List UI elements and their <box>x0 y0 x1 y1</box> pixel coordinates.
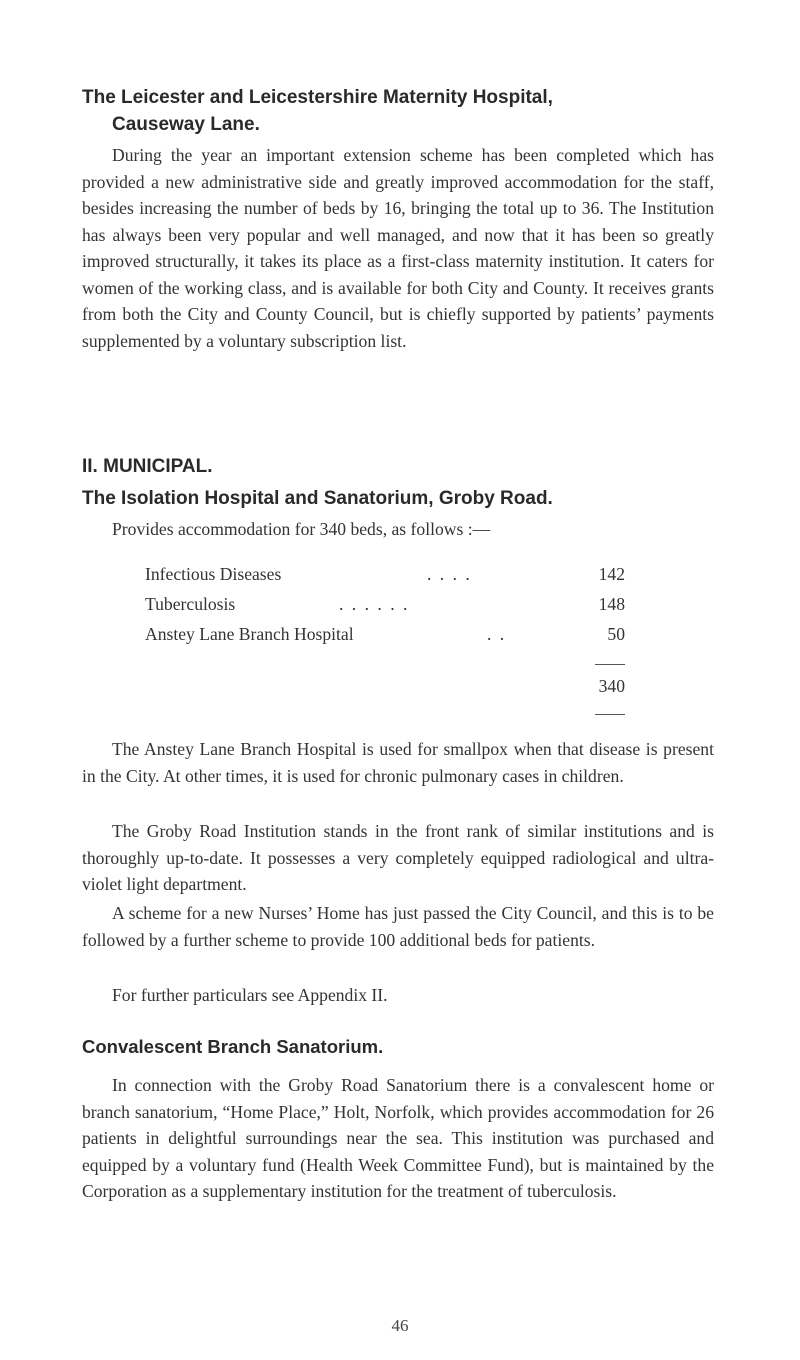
total-rule-bottom <box>595 714 625 715</box>
appendix-ref-block <box>82 982 714 1009</box>
bed-label: Tuberculosis <box>145 594 236 614</box>
maternity-title-line1: The Leicester and Leicestershire Maternity Hospital, <box>82 87 553 108</box>
isolation-hospital-title: The Isolation Hospital and Sanatorium, Groby Road. <box>82 488 553 509</box>
anstey-paragraph-block <box>82 736 714 789</box>
appendix-reference: For further particulars see Appendix II. <box>112 985 388 1005</box>
groby-paragraph-block <box>82 818 714 898</box>
bed-total-row <box>145 676 625 702</box>
convalescent-section <box>82 1072 714 1205</box>
beds-intro-block <box>82 516 714 543</box>
nurses-home-paragraph-block <box>82 900 714 953</box>
maternity-paragraph: During the year an important extension scheme has been completed which has provided a new administrative side and greatly improved accommodation for the staff, besides increasing the number of beds by 16, bringing the total up to 36. The Institution has always been very popular and well managed, and now that it has been so greatly improved structurally, it takes its place as a first-class maternity institution. It caters for women of the working class, and is available for both City and County. It receives grants from both the City and County Council, but is chiefly supported by patients’ payments supplemented by a voluntary subscription list. <box>82 145 714 351</box>
bed-row-anstey <box>145 624 625 650</box>
nurses-home-paragraph: A scheme for a new Nurses’ Home has just passed the City Council, and this is to be followed by a further scheme to provide 100 additional beds for patients. <box>82 903 714 950</box>
bed-leader: . . . . . . <box>339 594 410 614</box>
page-number: 46 <box>391 1316 409 1335</box>
bed-leader: . . . . <box>427 564 472 584</box>
bed-total: 340 <box>598 676 625 696</box>
convalescent-paragraph: In connection with the Groby Road Sanatorium there is a convalescent home or branch sanatorium, “Home Place,” Holt, Norfolk, which provides accommodation for 26 patients in delightful surroundings near the sea. This institution was purchased and equipped by a voluntary fund (Health Week Committee Fund), but is maintained by the Corporation as a supplementary institution for the treatment of tuberculosis. <box>82 1075 714 1201</box>
anstey-paragraph: The Anstey Lane Branch Hospital is used for smallpox when that disease is present in the City. At other times, it is used for chronic pulmonary cases in children. <box>82 739 714 786</box>
groby-paragraph: The Groby Road Institution stands in the front rank of similar institutions and is thoroughly up-to-date. It possesses a very completely equipped radiological and ultra-violet light department. <box>82 821 714 894</box>
total-rule-top <box>595 664 625 665</box>
beds-intro: Provides accommodation for 340 beds, as follows :— <box>112 519 491 539</box>
convalescent-heading: Convalescent Branch Sanatorium. <box>82 1036 384 1057</box>
bed-label: Infectious Diseases <box>145 564 282 584</box>
maternity-heading <box>82 84 714 138</box>
bed-leader: . . <box>487 624 507 644</box>
bed-row-infectious <box>145 564 625 590</box>
section-heading-municipal: II. MUNICIPAL. <box>82 456 213 477</box>
bed-count: 142 <box>598 564 625 584</box>
bed-row-tuberculosis <box>145 594 625 620</box>
isolation-hospital-heading <box>82 485 714 512</box>
maternity-title-line2: Causeway Lane. <box>112 114 260 135</box>
convalescent-heading-block <box>82 1036 714 1058</box>
municipal-heading <box>82 453 714 480</box>
bed-count: 50 <box>607 624 625 644</box>
maternity-section <box>82 142 714 354</box>
bed-label: Anstey Lane Branch Hospital <box>145 624 354 644</box>
bed-count: 148 <box>598 594 625 614</box>
